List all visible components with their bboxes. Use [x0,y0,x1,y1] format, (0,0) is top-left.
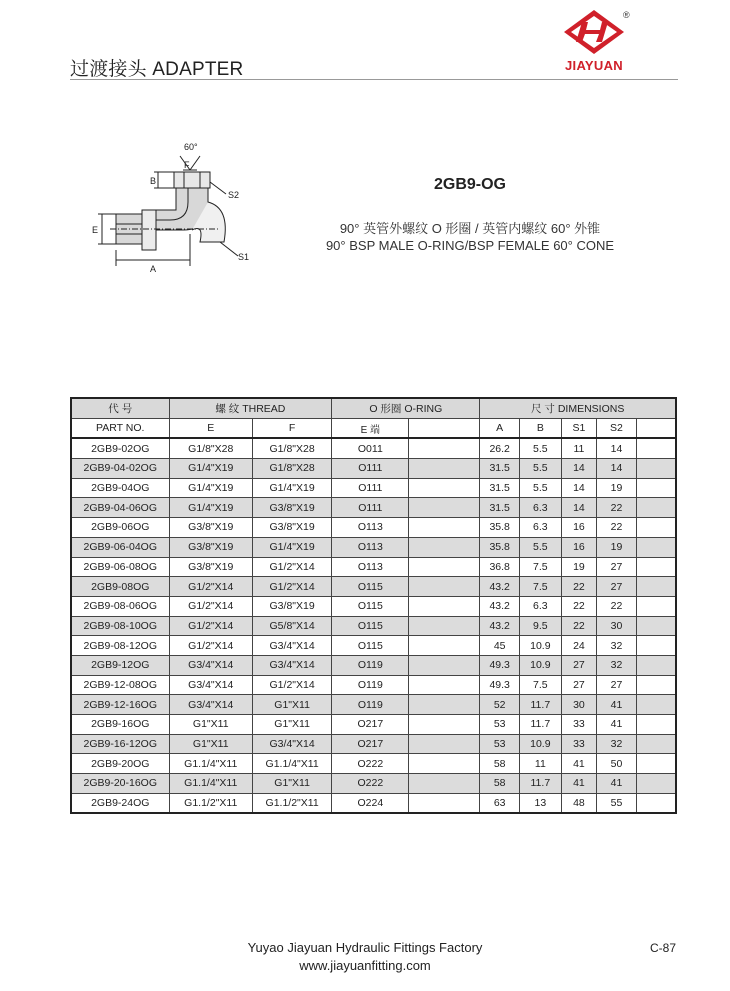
cell-blank [636,537,676,557]
cell-dim-b: 10.9 [519,734,561,754]
fitting-drawing [80,138,250,278]
cell-dim-a: 53 [480,715,520,735]
cell-dim-b: 7.5 [519,577,561,597]
footer-company: Yuyao Jiayuan Hydraulic Fittings Factory [247,940,483,955]
cell-thread-f: G1.1/2"X11 [252,793,331,813]
cell-dim-s1: 16 [561,537,596,557]
cell-part-no: 2GB9-08-12OG [71,636,169,656]
cell-dim-s1: 14 [561,459,596,479]
table-row [71,695,676,715]
cell-dim-b: 11 [519,754,561,774]
cell-part-no: 2GB9-16-12OG [71,734,169,754]
cell-dim-a: 35.8 [480,518,520,538]
cell-dim-a: 36.8 [480,557,520,577]
cell-dim-b: 5.5 [519,478,561,498]
table-row [71,655,676,675]
cell-blank [409,577,480,597]
cell-thread-e: G3/4"X14 [169,695,252,715]
cell-thread-e: G1.1/4"X11 [169,774,252,794]
cell-part-no: 2GB9-04-06OG [71,498,169,518]
cell-dim-s2: 27 [597,675,637,695]
cell-blank [409,695,480,715]
cell-dim-s2: 19 [597,478,637,498]
cell-dim-s1: 27 [561,655,596,675]
cell-dim-b: 13 [519,793,561,813]
cell-thread-f: G1.1/4"X11 [252,754,331,774]
cell-oring: O111 [332,459,409,479]
cell-dim-s1: 33 [561,734,596,754]
cell-thread-f: G1/4"X19 [252,478,331,498]
product-description-cn: 90° 英管外螺纹 O 形圈 / 英管内螺纹 60° 外锥 [339,221,601,236]
cell-oring: O113 [332,537,409,557]
cell-blank [636,734,676,754]
cell-blank [636,675,676,695]
cell-oring: O113 [332,557,409,577]
table-row [71,734,676,754]
cell-thread-f: G3/4"X14 [252,734,331,754]
cell-thread-f: G5/8"X14 [252,616,331,636]
cell-part-no: 2GB9-06-04OG [71,537,169,557]
jiayuan-logo-icon [562,8,626,56]
cell-part-no: 2GB9-04OG [71,478,169,498]
cell-blank [636,596,676,616]
cell-oring: O119 [332,655,409,675]
cell-dim-a: 31.5 [480,459,520,479]
cell-dim-s2: 22 [597,498,637,518]
cell-blank [409,636,480,656]
cell-dim-b: 10.9 [519,655,561,675]
cell-thread-e: G1.1/4"X11 [169,754,252,774]
cell-dim-a: 52 [480,695,520,715]
cell-oring: O115 [332,636,409,656]
cell-dim-b: 11.7 [519,774,561,794]
cell-dim-b: 10.9 [519,636,561,656]
table-row [71,478,676,498]
cell-dim-b: 7.5 [519,557,561,577]
cell-thread-e: G1.1/2"X11 [169,793,252,813]
table-row [71,793,676,813]
cell-oring: O115 [332,616,409,636]
cell-dim-s1: 14 [561,498,596,518]
cell-dim-b: 5.5 [519,459,561,479]
cell-dim-s1: 19 [561,557,596,577]
cell-dim-s1: 22 [561,616,596,636]
cell-part-no: 2GB9-12-08OG [71,675,169,695]
cell-dim-a: 43.2 [480,596,520,616]
cell-part-no: 2GB9-02OG [71,438,169,458]
cell-dim-b: 6.3 [519,498,561,518]
cell-oring: O115 [332,577,409,597]
cell-dim-s2: 32 [597,636,637,656]
cell-thread-e: G1/2"X14 [169,636,252,656]
cell-part-no: 2GB9-12OG [71,655,169,675]
cell-blank [636,459,676,479]
cell-dim-a: 49.3 [480,655,520,675]
cell-dim-a: 26.2 [480,438,520,458]
cell-thread-e: G3/4"X14 [169,675,252,695]
cell-thread-e: G1"X11 [169,734,252,754]
header-divider [70,79,678,80]
cell-thread-e: G1/2"X14 [169,616,252,636]
cell-blank [636,793,676,813]
cell-blank [636,616,676,636]
cell-oring: O222 [332,774,409,794]
cell-oring: O113 [332,518,409,538]
cell-dim-s1: 27 [561,675,596,695]
product-description-en: 90° BSP MALE O-RING/BSP FEMALE 60° CONE [325,238,615,253]
cell-dim-s2: 32 [597,655,637,675]
cell-dim-b: 9.5 [519,616,561,636]
cell-dim-s1: 16 [561,518,596,538]
cell-thread-e: G3/8"X19 [169,557,252,577]
cell-blank [636,715,676,735]
cell-dim-s1: 33 [561,715,596,735]
cell-part-no: 2GB9-16OG [71,715,169,735]
page-number: C-87 [650,941,677,955]
cell-part-no: 2GB9-20OG [71,754,169,774]
cell-blank [636,438,676,458]
header-thread: 螺 纹 THREAD [169,398,332,418]
cell-dim-s1: 14 [561,478,596,498]
cell-oring: O224 [332,793,409,813]
brand-logo [556,6,632,76]
table-row [71,557,676,577]
cell-thread-f: G1/4"X19 [252,537,331,557]
cell-blank [409,655,480,675]
table-row [71,577,676,597]
product-model: 2GB9-OG [433,176,506,193]
table-row [71,754,676,774]
cell-dim-b: 5.5 [519,537,561,557]
registered-mark: ® [623,10,630,20]
table-row [71,596,676,616]
cell-dim-s1: 22 [561,596,596,616]
cell-blank [636,577,676,597]
cell-dim-b: 5.5 [519,438,561,458]
table-header-row-2 [71,418,676,438]
header-part-no: PART NO. [71,418,169,438]
cell-blank [636,655,676,675]
cell-blank [636,754,676,774]
cell-part-no: 2GB9-08OG [71,577,169,597]
cell-blank [636,557,676,577]
cell-thread-f: G1"X11 [252,715,331,735]
cell-dim-a: 43.2 [480,616,520,636]
cell-thread-f: G1/2"X14 [252,557,331,577]
cell-blank [636,478,676,498]
header-blank [636,418,676,438]
cell-oring: O119 [332,695,409,715]
table-row [71,715,676,735]
cell-blank [409,537,480,557]
cell-blank [636,774,676,794]
cell-part-no: 2GB9-06OG [71,518,169,538]
cell-blank [409,774,480,794]
cell-thread-f: G1/8"X28 [252,459,331,479]
table-row [71,438,676,458]
table-row [71,616,676,636]
cell-thread-e: G3/8"X19 [169,518,252,538]
cell-dim-s2: 14 [597,459,637,479]
cell-dim-a: 53 [480,734,520,754]
header-dimensions: 尺 寸 DIMENSIONS [480,398,676,418]
cell-dim-s1: 11 [561,438,596,458]
cell-thread-f: G3/8"X19 [252,596,331,616]
cell-dim-a: 35.8 [480,537,520,557]
angle-label: 60° [184,142,198,152]
cell-blank [409,675,480,695]
cell-dim-b: 11.7 [519,695,561,715]
cell-dim-b: 11.7 [519,715,561,735]
table-row [71,636,676,656]
cell-dim-s1: 30 [561,695,596,715]
cell-blank [409,459,480,479]
cell-oring: O011 [332,438,409,458]
cell-dim-s2: 32 [597,734,637,754]
page-title: 过渡接头 ADAPTER [70,59,244,80]
cell-thread-f: G3/4"X14 [252,655,331,675]
cell-blank [409,438,480,458]
cell-oring: O111 [332,478,409,498]
table-row [71,537,676,557]
cell-thread-e: G1/8"X28 [169,438,252,458]
cell-dim-a: 58 [480,754,520,774]
cell-dim-s1: 22 [561,577,596,597]
cell-thread-e: G3/8"X19 [169,537,252,557]
cell-dim-a: 63 [480,793,520,813]
cell-blank [636,636,676,656]
header-s2: S2 [597,418,637,438]
header-b: B [519,418,561,438]
cell-thread-f: G3/8"X19 [252,498,331,518]
cell-part-no: 2GB9-08-10OG [71,616,169,636]
label-a: A [150,264,157,274]
cell-blank [636,518,676,538]
cell-thread-f: G3/4"X14 [252,636,331,656]
cell-blank [409,596,480,616]
cell-dim-s2: 41 [597,774,637,794]
cell-thread-f: G1/8"X28 [252,438,331,458]
table-row [71,459,676,479]
cell-dim-s2: 19 [597,537,637,557]
cell-oring: O111 [332,498,409,518]
cell-blank [636,498,676,518]
cell-thread-f: G3/8"X19 [252,518,331,538]
table-row [71,518,676,538]
cell-part-no: 2GB9-04-02OG [71,459,169,479]
cell-dim-s1: 24 [561,636,596,656]
cell-thread-f: G1"X11 [252,695,331,715]
table-row [71,675,676,695]
table-row [71,498,676,518]
cell-blank [636,695,676,715]
cell-blank [409,616,480,636]
cell-dim-s1: 41 [561,774,596,794]
cell-dim-s2: 41 [597,695,637,715]
cell-oring: O119 [332,675,409,695]
cell-thread-f: G1/2"X14 [252,577,331,597]
cell-dim-b: 6.3 [519,596,561,616]
cell-dim-b: 6.3 [519,518,561,538]
cell-dim-s1: 48 [561,793,596,813]
cell-blank [409,793,480,813]
cell-thread-e: G1/4"X19 [169,498,252,518]
cell-dim-s2: 30 [597,616,637,636]
cell-part-no: 2GB9-12-16OG [71,695,169,715]
cell-dim-s2: 22 [597,596,637,616]
cell-dim-a: 31.5 [480,478,520,498]
cell-thread-e: G1/2"X14 [169,577,252,597]
cell-dim-s2: 41 [597,715,637,735]
cell-oring: O217 [332,734,409,754]
cell-blank [409,754,480,774]
cell-blank [409,557,480,577]
cell-dim-s2: 50 [597,754,637,774]
cell-dim-s2: 27 [597,557,637,577]
label-s2: S2 [228,190,240,200]
header-oring: O 形圈 O-RING [332,398,480,418]
cell-thread-e: G3/4"X14 [169,655,252,675]
cell-part-no: 2GB9-06-08OG [71,557,169,577]
header-code-cn: 代 号 [71,398,169,418]
footer-website: www.jiayuanfitting.com [299,958,431,973]
cell-thread-e: G1/4"X19 [169,478,252,498]
cell-dim-a: 58 [480,774,520,794]
cell-thread-f: G1/2"X14 [252,675,331,695]
cell-dim-a: 45 [480,636,520,656]
cell-dim-s2: 27 [597,577,637,597]
header-blank [409,418,480,438]
header-f: F [252,418,331,438]
header-e: E [169,418,252,438]
specification-table [70,397,677,814]
header-a: A [480,418,520,438]
cell-blank [409,715,480,735]
cell-dim-s1: 41 [561,754,596,774]
cell-dim-a: 43.2 [480,577,520,597]
cell-part-no: 2GB9-20-16OG [71,774,169,794]
table-row [71,774,676,794]
cell-thread-f: G1"X11 [252,774,331,794]
cell-dim-s2: 22 [597,518,637,538]
cell-part-no: 2GB9-08-06OG [71,596,169,616]
label-b: B [150,176,157,186]
cell-dim-b: 7.5 [519,675,561,695]
cell-blank [409,478,480,498]
cell-blank [409,498,480,518]
cell-blank [409,518,480,538]
cell-dim-a: 49.3 [480,675,520,695]
cell-blank [409,734,480,754]
cell-oring: O217 [332,715,409,735]
cell-thread-e: G1/2"X14 [169,596,252,616]
label-e: E [92,225,99,235]
cell-thread-e: G1"X11 [169,715,252,735]
label-s1: S1 [238,252,250,262]
header-s1: S1 [561,418,596,438]
cell-dim-a: 31.5 [480,498,520,518]
cell-thread-e: G1/4"X19 [169,459,252,479]
cell-dim-s2: 14 [597,438,637,458]
brand-name: JIAYUAN [565,58,623,73]
cell-oring: O222 [332,754,409,774]
cell-part-no: 2GB9-24OG [71,793,169,813]
table-header-row-1 [71,398,676,418]
header-e-end: E 端 [332,418,409,438]
label-f: F [184,160,190,170]
cell-oring: O115 [332,596,409,616]
cell-dim-s2: 55 [597,793,637,813]
